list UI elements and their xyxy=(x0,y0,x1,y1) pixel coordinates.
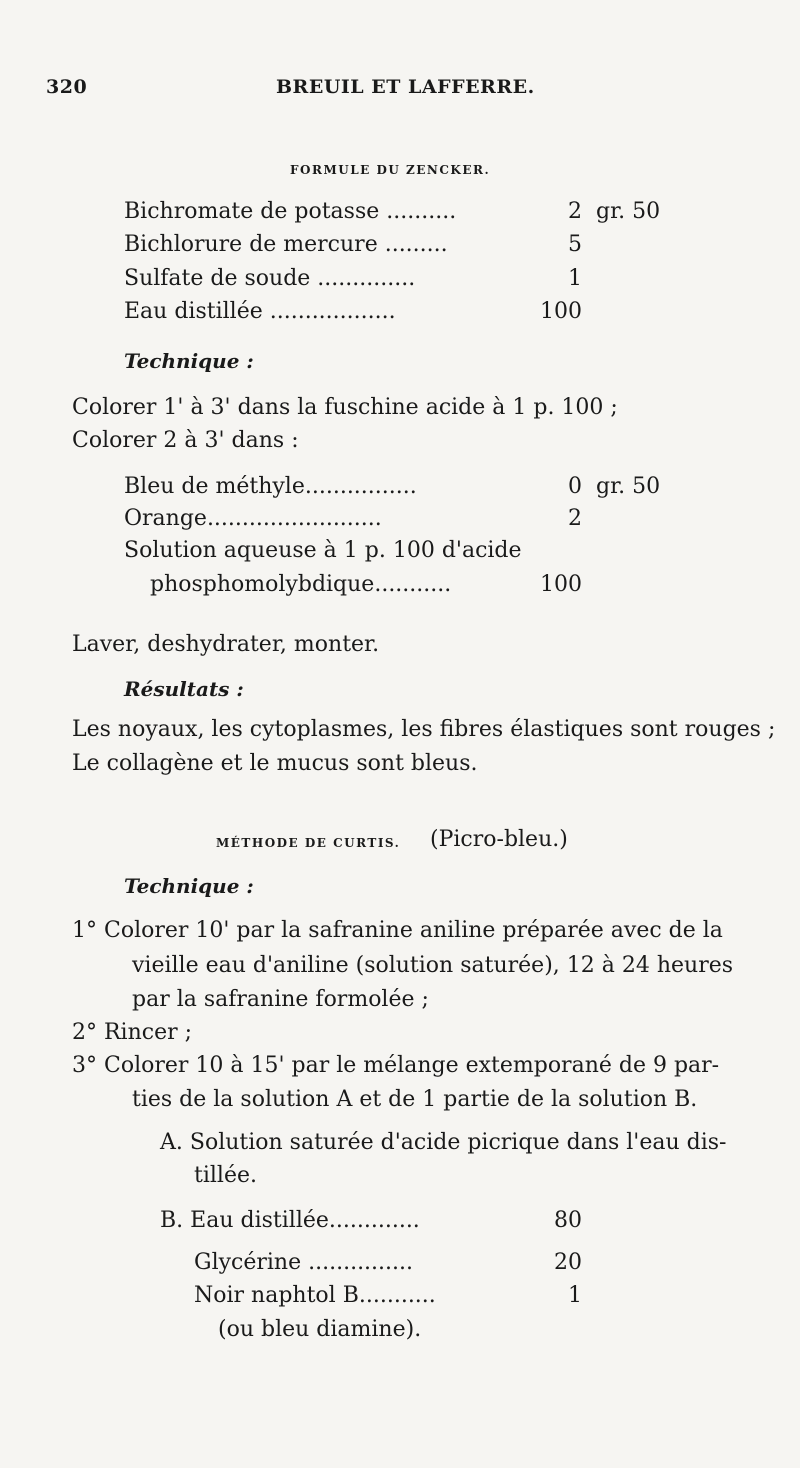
curtis-subheading: (Picro-bleu.) xyxy=(430,827,568,852)
resultats-label: Résultats : xyxy=(124,677,244,701)
formula-row-qty: 2 xyxy=(568,506,582,531)
formula-row-qty: 100 xyxy=(540,572,582,597)
formula-row-name: Noir naphtol B........... xyxy=(194,1283,436,1308)
solution-b-note: (ou bleu diamine). xyxy=(218,1317,422,1342)
formula-row-name: Sulfate de soude .............. xyxy=(124,266,416,291)
formula-row-name: phosphomolybdique........... xyxy=(150,572,452,597)
solution-a-line: tillée. xyxy=(194,1163,257,1188)
paragraph-line: Le collagène et le mucus sont bleus. xyxy=(72,751,478,776)
formula-row-name: Solution aqueuse à 1 p. 100 d'acide xyxy=(124,538,522,563)
formula-row-qty: 5 xyxy=(568,232,582,257)
formula-row-name: Bichlorure de mercure ......... xyxy=(124,232,448,257)
formula-row-qty: 100 xyxy=(540,299,582,324)
running-title: BREUIL ET LAFFERRE. xyxy=(276,76,535,98)
step-line: 3° Colorer 10 à 15' par le mélange extemporané de 9 par- xyxy=(72,1053,720,1078)
formula-row-name: Glycérine ............... xyxy=(194,1250,414,1275)
formula-row-name: Orange......................... xyxy=(124,506,382,531)
paragraph-line: Colorer 2 à 3' dans : xyxy=(72,428,299,453)
technique-label: Technique : xyxy=(124,349,254,373)
step-line: vieille eau d'aniline (solution saturée), 12 à 24 heures xyxy=(132,953,734,978)
step-line: 1° Colorer 10' par la safranine aniline préparée avec de la xyxy=(72,918,723,943)
formula-row-qty: 0 xyxy=(568,474,582,499)
formula-row-unit: gr. 50 xyxy=(596,199,661,224)
formula-row-qty: 20 xyxy=(554,1250,582,1275)
formula-row-name: Bichromate de potasse .......... xyxy=(124,199,457,224)
formula-row-name: B. Eau distillée............. xyxy=(160,1208,420,1233)
paragraph-line: Colorer 1' à 3' dans la fuschine acide à 1 p. 100 ; xyxy=(72,395,618,420)
paragraph-line: Les noyaux, les cytoplasmes, les fibres élastiques sont rouges ; xyxy=(72,717,776,742)
formula-row-name: Bleu de méthyle................ xyxy=(124,474,417,499)
technique-label: Technique : xyxy=(124,874,254,898)
zenker-heading: FORMULE DU ZENCKER. xyxy=(290,163,491,177)
page-number: 320 xyxy=(46,76,88,98)
formula-row-unit: gr. 50 xyxy=(596,474,661,499)
solution-a-line: A. Solution saturée d'acide picrique dans l'eau dis- xyxy=(160,1130,727,1155)
step-line: ties de la solution A et de 1 partie de la solution B. xyxy=(132,1087,698,1112)
formula-row-qty: 80 xyxy=(554,1208,582,1233)
step-line: par la safranine formolée ; xyxy=(132,987,429,1012)
formula-row-name: Eau distillée .................. xyxy=(124,299,396,324)
formula-row-qty: 1 xyxy=(568,1283,582,1308)
formula-row-qty: 2 xyxy=(568,199,582,224)
step-line: 2° Rincer ; xyxy=(72,1020,193,1045)
curtis-heading: MÉTHODE DE CURTIS. xyxy=(216,836,401,850)
formula-row-qty: 1 xyxy=(568,266,582,291)
paragraph-line: Laver, deshydrater, monter. xyxy=(72,632,380,657)
